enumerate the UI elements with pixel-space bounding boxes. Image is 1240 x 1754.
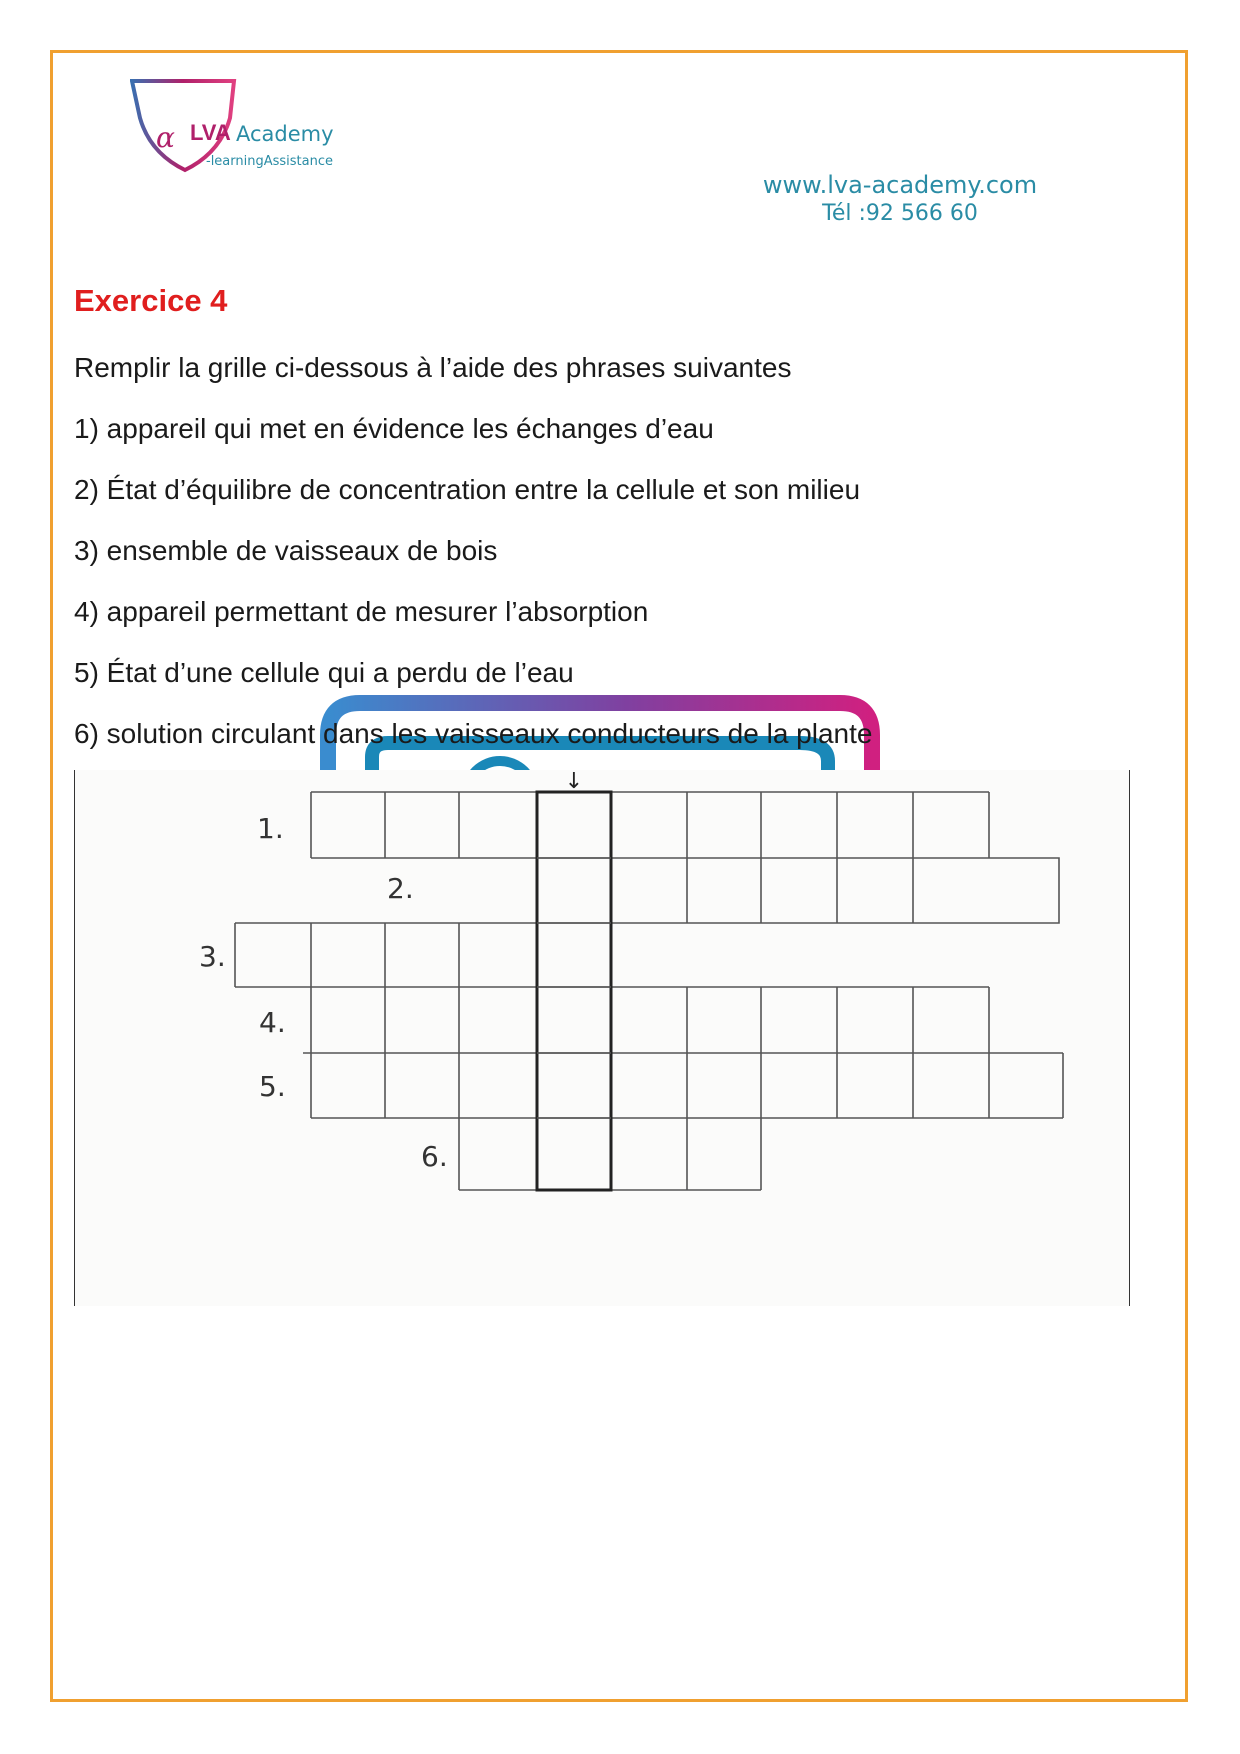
exercise-instruction: Remplir la grille ci-dessous à l’aide des phrases suivantes bbox=[74, 352, 792, 383]
row-label-3: 3. bbox=[199, 940, 226, 973]
logo-lva: LVA bbox=[190, 120, 231, 145]
lva-logo bbox=[130, 78, 370, 178]
logo-tagline: -learningAssistance bbox=[206, 154, 333, 169]
clue-6: 6) solution circulant dans les vaisseaux conducteurs de la plante bbox=[74, 718, 873, 749]
clue-1: 1) appareil qui met en évidence les échanges d’eau bbox=[74, 413, 714, 444]
clue-2: 2) État d’équilibre de concentration entre la cellule et son milieu bbox=[74, 474, 861, 505]
solution-column bbox=[537, 792, 611, 1190]
clue-4: 4) appareil permettant de mesurer l’absorption bbox=[74, 596, 649, 627]
contact-info bbox=[740, 170, 1060, 228]
row-label-4: 4. bbox=[259, 1006, 286, 1039]
row-label-6: 6. bbox=[421, 1140, 448, 1173]
row-label-5: 5. bbox=[259, 1070, 286, 1103]
website-link[interactable]: www.lva-academy.com bbox=[762, 171, 1038, 199]
exercise-title: Exercice 4 bbox=[74, 283, 228, 318]
clue-5: 5) État d’une cellule qui a perdu de l’eau bbox=[74, 657, 574, 688]
logo-academy: Academy bbox=[236, 122, 334, 146]
logo-alpha: α bbox=[156, 121, 175, 154]
arrow-down-icon: ↓ bbox=[564, 770, 584, 794]
row-label-2: 2. bbox=[387, 872, 414, 905]
row-label-1: 1. bbox=[257, 812, 284, 845]
grid-line-v-ext2 bbox=[989, 858, 1059, 923]
solution-column-divider bbox=[537, 858, 611, 1118]
phone-number: Tél :92 566 60 bbox=[822, 201, 978, 226]
crossword-grid bbox=[74, 770, 1130, 1306]
clue-3: 3) ensemble de vaisseaux de bois bbox=[74, 535, 498, 566]
